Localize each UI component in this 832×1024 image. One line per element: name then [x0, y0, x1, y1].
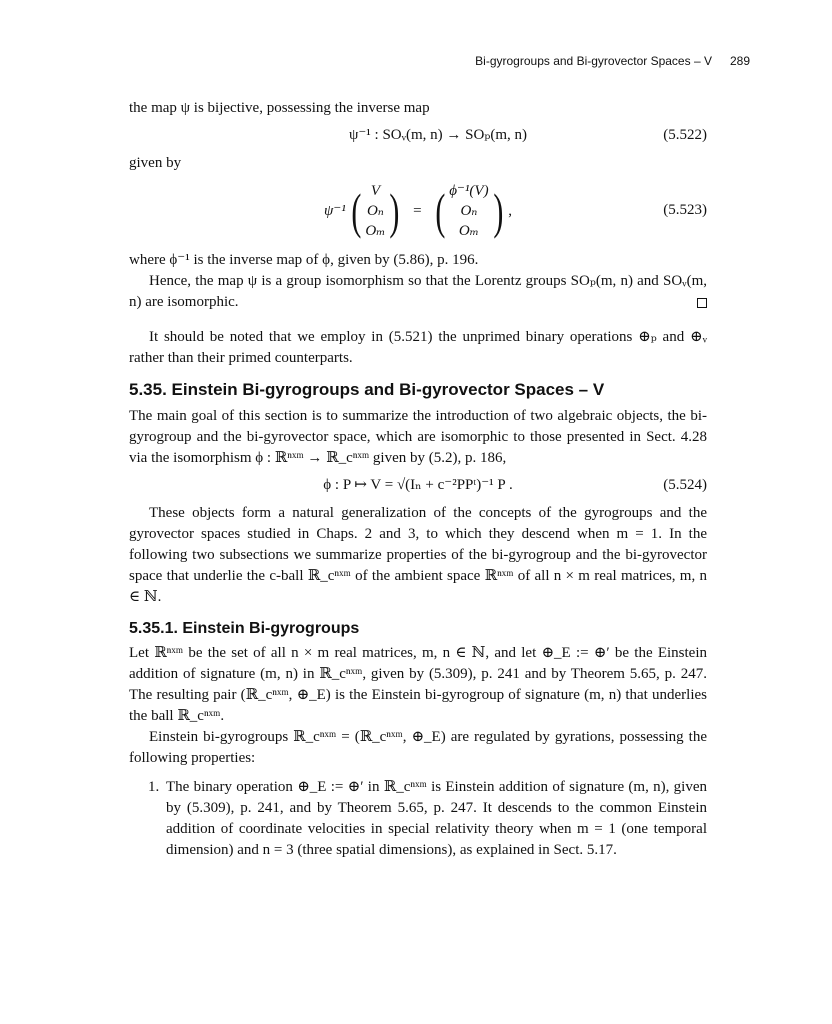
page-number: 289 [729, 54, 750, 68]
equation-5-524 [129, 469, 707, 503]
matrix-entry: Oₘ [365, 223, 386, 239]
matrix-entry: ϕ⁻¹(V) [449, 183, 489, 199]
equation-number: (5.524) [663, 477, 707, 493]
property-list [129, 777, 707, 861]
paragraph: where ϕ⁻¹ is the inverse map of ϕ, given by (5.86), p. 196. [129, 252, 479, 268]
matrix-entry: Oₘ [458, 223, 479, 239]
list-item-text: The binary operation ⊕_E := ⊕′ in ℝ_cⁿˣᵐ is Einstein addition of signature (m, n), given by (5.309), p. 241, and by Theorem 5.65, p. 247. It descends to the common Einstein addition of coordinate velocities in special relativity theory when m = 1 (one temporal dimension) and n = 3 (three spatial dimensions), as explained in Sect. 5.17. [166, 779, 707, 858]
equation-comma: , [508, 202, 512, 219]
equation-body [129, 180, 707, 242]
matrix-entry: V [370, 183, 381, 199]
matrix-entry: Oₙ [460, 203, 478, 219]
equation-body: ϕ : P ↦ V = √(Iₙ + c⁻²PPᵗ)⁻¹ P . [323, 477, 513, 493]
list-item-number: 1. [148, 779, 160, 795]
equals-sign: = [413, 202, 422, 219]
equation-5-523 [129, 178, 707, 250]
running-title: Bi-gyrogroups and Bi-gyrovector Spaces – V [475, 54, 712, 68]
lhs-column-vector: ( V Oₙ Oₘ ) [351, 183, 400, 239]
section-heading: 5.35. Einstein Bi-gyrogroups and Bi-gyrovector Spaces – V [129, 380, 605, 399]
paragraph: The main goal of this section is to summarize the introduction of two algebraic objects, the bi-gyrogroup and the bi-gyrovector space, which are isomorphic to those presented in Sect. 4.28 via the isomorphism ϕ : ℝⁿˣᵐ → ℝ_cⁿˣᵐ given by (5.2), p. 186, [129, 408, 707, 466]
paragraph: the map ψ is bijective, possessing the inverse map [129, 100, 430, 116]
paragraph: Let ℝⁿˣᵐ be the set of all n × m real matrices, m, n ∈ ℕ, and let ⊕_E := ⊕′ be the Einstein addition of signature (m, n) in ℝ_cⁿˣᵐ, given by (5.309), p. 241 and by Theorem 5.65, p. 247. The resulting pair (ℝ_cⁿˣᵐ, ⊕_E) is the Einstein bi-gyrogroup of signature (m, n) that underlies the ball ℝ_cⁿˣᵐ. [129, 645, 707, 724]
paragraph-text: Hence, the map ψ is a group isomorphism so that the Lorentz groups SOₚ(m, n) and SOᵥ(m, n) are isomorphic. [129, 273, 707, 310]
paragraph [129, 271, 707, 313]
subsection-heading: 5.35.1. Einstein Bi-gyrogroups [129, 620, 360, 637]
inverse-psi: ψ⁻¹ [324, 202, 346, 219]
qed-box-icon [697, 298, 707, 308]
equation-number: (5.523) [663, 202, 707, 218]
paragraph: These objects form a natural generalization of the concepts of the gyrogroups and the gyrovector spaces studied in Chaps. 2 and 3, to which they descend when m = 1. In the following two subsections we summarize properties of the bi-gyrogroup and the bi-gyrovector space that underlie the c-ball ℝ_cⁿˣᵐ of the ambient space ℝⁿˣᵐ of all n × m real matrices, m, n ∈ ℕ. [129, 505, 707, 605]
paragraph: given by [129, 155, 182, 171]
equation-body: ψ⁻¹ : SOᵥ(m, n) → SOₚ(m, n) [348, 127, 528, 143]
equation-number: (5.522) [663, 127, 707, 143]
rhs-column-vector: ( ϕ⁻¹(V) Oₙ Oₘ ) [434, 183, 503, 239]
running-header [475, 54, 750, 68]
paragraph: Einstein bi-gyrogroups ℝ_cⁿˣᵐ = (ℝ_cⁿˣᵐ, ⊕_E) are regulated by gyrations, possessing the following properties: [129, 729, 707, 766]
paragraph: It should be noted that we employ in (5.521) the unprimed binary operations ⊕ₚ and ⊕ᵥ rather than their primed counterparts. [129, 329, 707, 366]
list-item [129, 777, 707, 861]
page-body [129, 98, 707, 861]
matrix-entry: Oₙ [366, 203, 384, 219]
equation-5-522 [129, 119, 707, 153]
